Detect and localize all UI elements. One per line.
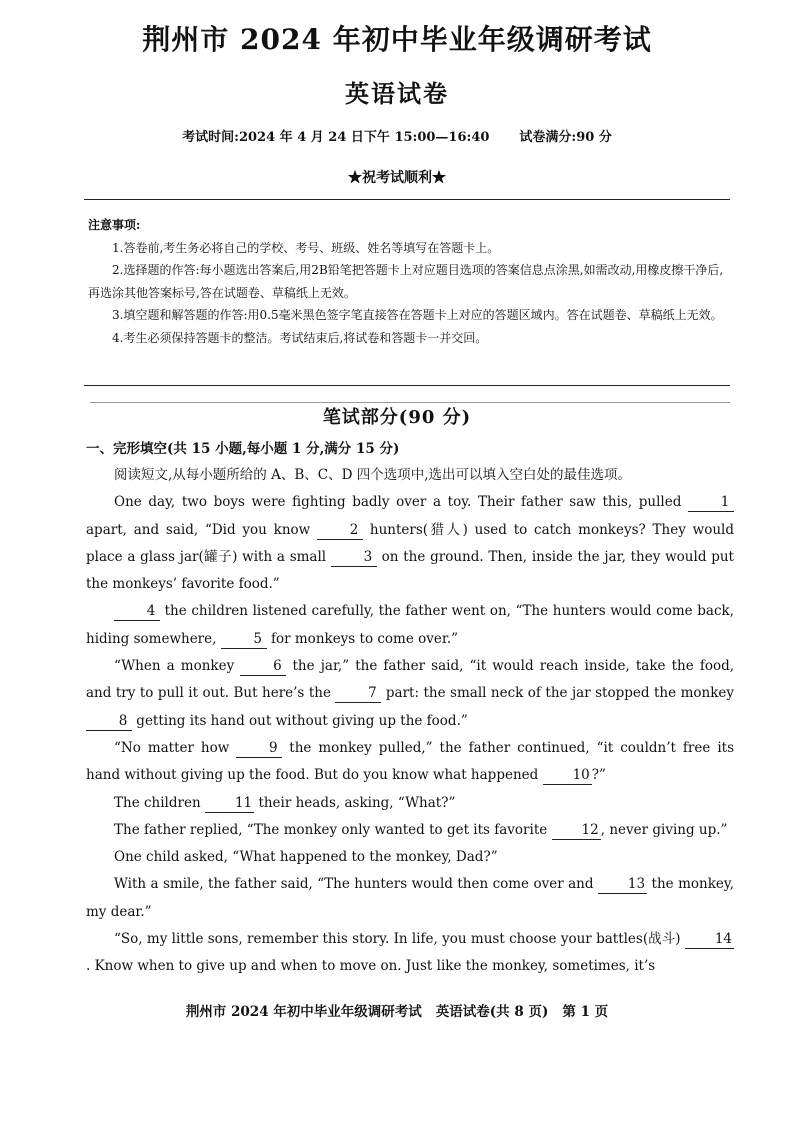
text-run: “No matter how	[114, 739, 230, 756]
blessing: ★祝考试顺利★	[348, 170, 446, 186]
footer-exam-name: 荆州市 2024 年初中毕业年级调研考试	[185, 1004, 422, 1020]
exam-info	[0, 126, 794, 145]
blank-7: 7	[335, 685, 381, 703]
page-footer	[0, 1000, 794, 1020]
blank-3: 3	[331, 549, 377, 567]
notes-title: 注意事项:	[88, 218, 141, 232]
section-title: 笔试部分(90 分)	[322, 407, 472, 428]
text-run: the monkey pulled,” the father continued, “it couldn’t free its hand without giving up the food. But do you know what happened	[86, 739, 735, 784]
text-run: getting its hand out without giving up the food.”	[136, 712, 468, 729]
blank-5: 5	[221, 631, 267, 649]
text-run: the monkey, my dear.”	[86, 876, 734, 920]
text-run: The father replied, “The monkey only wanted to get its favorite	[114, 821, 548, 838]
blank-6: 6	[240, 658, 286, 676]
full-score: 试卷满分:90 分	[519, 130, 612, 145]
blank-13: 13	[598, 876, 647, 894]
blank-14: 14	[685, 931, 734, 949]
instruction: 阅读短文,从每小题所给的 A、B、C、D 四个选项中,选出可以填入空白处的最佳选项。	[114, 467, 631, 483]
text-run: hunters(猎人) used to catch monkeys? They would place a glass jar(罐子) with a small	[86, 521, 735, 565]
passage	[86, 462, 734, 981]
paragraph	[86, 790, 734, 817]
text-run: the children listened carefully, the father went on, “The hunters would come back, hiding somewhere,	[86, 603, 734, 647]
text-run: for monkeys to come over.”	[271, 630, 459, 647]
paragraph	[86, 735, 734, 790]
text-run: “When a monkey	[114, 658, 235, 675]
paragraph	[86, 489, 734, 598]
text-run: “So, my little sons, remember this story. In life, you must choose your battles(战斗)	[114, 931, 681, 948]
text-run: the jar,” the father said, “it would reach inside, take the food, and try to pull it out. But here’s the	[86, 658, 735, 702]
footer-page-number: 第 1 页	[562, 1004, 609, 1020]
note-item: 2.选择题的作答:每小题选出答案后,用2B铅笔把答题卡上对应题目选项的答案信息点涂黑,如需改动,用橡皮擦干净后,再选涂其他答案标号,答在试题卷、草稿纸上无效。	[88, 263, 724, 300]
blank-11: 11	[205, 795, 254, 813]
footer-paper: 英语试卷(共 8 页)	[435, 1004, 549, 1020]
note-item: 4.考生必须保持答题卡的整洁。考试结束后,将试卷和答题卡一并交回。	[112, 330, 488, 345]
exam-subtitle: 英语试卷	[345, 79, 449, 108]
part-title: 一、完形填空(共 15 小题,每小题 1 分,满分 15 分)	[86, 441, 400, 457]
text-run: With a smile, the father said, “The hunters would then come over and	[114, 876, 594, 893]
blank-2: 2	[317, 522, 363, 540]
text-run: One day, two boys were fighting badly over a toy. Their father saw this, pulled	[114, 494, 682, 511]
divider-top	[84, 199, 730, 200]
text-run: their heads, asking, “What?”	[258, 794, 456, 811]
blank-8: 8	[86, 713, 132, 731]
paragraph	[86, 817, 734, 844]
paragraph	[86, 653, 734, 735]
paragraph	[86, 598, 734, 653]
exam-title: 荆州市 2024 年初中毕业年级调研考试	[142, 23, 652, 56]
exam-time: 考试时间:2024 年 4 月 24 日下午 15:00—16:40	[182, 130, 490, 145]
text-run: , never giving up.”	[600, 821, 728, 838]
note-item: 1.答卷前,考生务必将自己的学校、考号、班级、姓名等填写在答题卡上。	[112, 240, 500, 255]
text-run: on the ground. Then, inside the jar, they would put the monkeys’ favorite food.”	[86, 548, 734, 593]
blank-10: 10	[543, 767, 592, 785]
paragraph: One child asked, “What happened to the monkey, Dad?”	[114, 849, 498, 866]
text-run: The children	[114, 794, 201, 811]
notes-box	[88, 214, 732, 349]
text-run: apart, and said, “Did you know	[86, 521, 311, 538]
blank-4: 4	[114, 603, 160, 621]
blank-12: 12	[552, 822, 601, 840]
paragraph	[86, 926, 734, 981]
blank-9: 9	[236, 740, 282, 758]
paragraph	[86, 871, 734, 926]
note-item: 3.填空题和解答题的作答:用0.5毫米黑色签字笔直接答在答题卡上对应的答题区域内。答在试题卷、草稿纸上无效。	[112, 308, 723, 322]
text-run: . Know when to give up and when to move on. Just like the monkey, sometimes, it’s	[86, 958, 656, 975]
blank-1: 1	[688, 494, 734, 512]
text-run: part: the small neck of the jar stopped the monkey	[385, 685, 734, 702]
divider-bottom	[84, 385, 730, 386]
text-run: ?”	[591, 767, 606, 784]
